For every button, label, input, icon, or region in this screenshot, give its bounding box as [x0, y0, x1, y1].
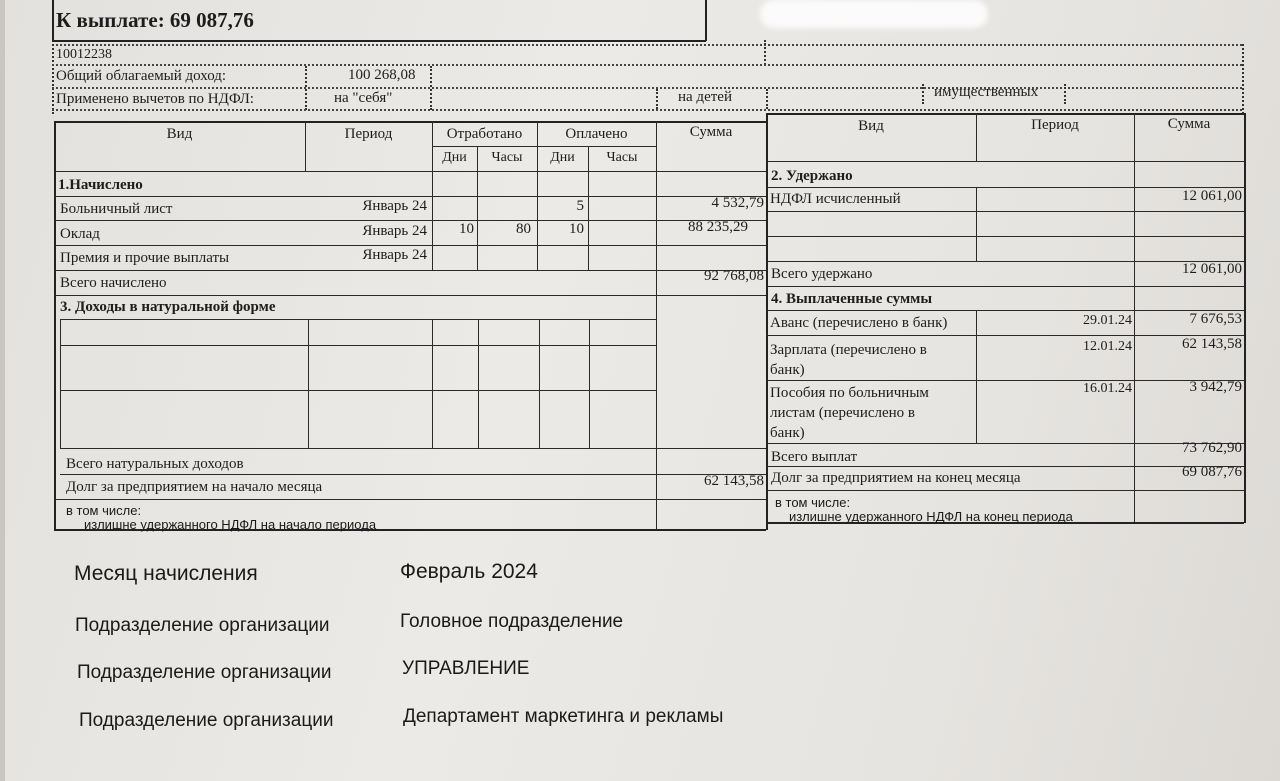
- division-label-3: Подразделение организации: [79, 710, 334, 731]
- row2-worked-hours: 80: [516, 221, 531, 237]
- right-table-right: [1244, 113, 1246, 523]
- debt-start-value: 62 143,58: [704, 473, 764, 489]
- grid-line: [60, 345, 656, 346]
- section3-title: 3. Доходы в натуральной форме: [60, 299, 276, 315]
- grid-line: [539, 319, 540, 449]
- division-label-2: Подразделение организации: [77, 662, 332, 683]
- grid-line: [60, 319, 61, 449]
- paid-row1-type: Аванс (перечислено в банк): [770, 315, 948, 331]
- grid-line: [766, 490, 1244, 491]
- dotted-row1: [52, 64, 1242, 66]
- grid-line: [432, 319, 433, 449]
- right-table-top: [766, 113, 1244, 115]
- table-divider: [766, 113, 768, 530]
- header-box-right: [705, 0, 707, 41]
- section2-title: 2. Удержано: [771, 168, 853, 184]
- paid-row3-sum: 3 942,79: [1189, 379, 1242, 395]
- debt-end-value: 69 087,76: [1182, 464, 1242, 480]
- paid-row1-date: 29.01.24: [1083, 313, 1132, 328]
- total-natural-label: Всего натуральных доходов: [66, 456, 244, 472]
- grid-line: [656, 121, 657, 529]
- dotted-separator: [52, 44, 1242, 46]
- row1-type: Больничный лист: [60, 201, 173, 217]
- paid-row3-type-line2: листам (перечислено в: [770, 405, 916, 421]
- division-value-3: Департамент маркетинга и рекламы: [403, 706, 724, 727]
- total-accrued-value: 92 768,08: [704, 268, 764, 284]
- withheld-row1-type: НДФЛ исчисленный: [770, 191, 901, 207]
- col-worked-days: Дни: [442, 150, 467, 165]
- grid-line: [766, 286, 1244, 287]
- row3-period: Январь 24: [362, 247, 427, 263]
- grid-line: [54, 171, 766, 172]
- deduction-children: на детей: [678, 89, 732, 105]
- dotted-col5: [922, 84, 924, 104]
- including-start: в том числе:: [66, 503, 142, 518]
- paid-row2-sum: 62 143,58: [1182, 336, 1242, 352]
- grid-line: [60, 319, 656, 320]
- withheld-row1-sum: 12 061,00: [1182, 188, 1242, 204]
- dotted-row3: [52, 109, 1242, 111]
- paid-row2-type-line2: банк): [770, 362, 805, 378]
- row2-worked-days: 10: [459, 221, 474, 237]
- deductions-label: Применено вычетов по НДФЛ:: [56, 91, 254, 107]
- row2-paid-days: 10: [569, 221, 584, 237]
- left-table-top: [54, 121, 766, 123]
- debt-start-label: Долг за предприятием на начало месяца: [66, 479, 323, 495]
- col-period: Период: [344, 126, 393, 142]
- paid-row3-date: 16.01.24: [1083, 381, 1132, 396]
- row1-period: Январь 24: [362, 198, 427, 214]
- section1-title: 1.Начислено: [58, 177, 143, 193]
- section4-title: 4. Выплаченные суммы: [771, 291, 933, 307]
- dotted-col3: [656, 89, 658, 109]
- col-type: Вид: [166, 126, 193, 142]
- row1-paid-days: 5: [576, 198, 584, 214]
- dotted-col6: [1064, 84, 1066, 104]
- deduction-property: имущественных: [934, 84, 1039, 100]
- paper-edge: [0, 0, 5, 781]
- taxable-income-label: Общий облагаемый доход:: [56, 68, 227, 84]
- left-table-left: [54, 121, 56, 530]
- row1-sum: 4 532,79: [711, 195, 764, 211]
- debt-end-label: Долг за предприятием на конец месяца: [771, 470, 1021, 486]
- division-value-2: УПРАВЛЕНИЕ: [402, 658, 530, 679]
- paid-row2-date: 12.01.24: [1083, 339, 1132, 354]
- including-end: в том числе:: [775, 495, 851, 510]
- row3-type: Премия и прочие выплаты: [60, 250, 230, 266]
- row2-period: Январь 24: [362, 223, 427, 239]
- grid-line: [976, 310, 977, 443]
- right-col-sum: Сумма: [1167, 116, 1211, 132]
- col-paid-hours: Часы: [606, 150, 638, 165]
- division-value-1: Головное подразделение: [400, 611, 624, 632]
- redacted-area: [760, 0, 988, 28]
- col-paid: Оплачено: [565, 126, 628, 142]
- dotted-right: [1242, 44, 1244, 114]
- grid-line: [54, 295, 766, 296]
- grid-line: [766, 236, 1244, 237]
- excess-end-label: излишне удержанного НДФЛ на конец периода: [789, 509, 1073, 524]
- paid-row3-type-line3: банк): [770, 425, 805, 441]
- grid-line: [54, 245, 766, 246]
- grid-line: [54, 499, 766, 500]
- grid-line: [54, 220, 766, 221]
- paid-row3-type-line1: Пособия по больничным: [770, 385, 929, 401]
- accrual-month-value: Февраль 2024: [400, 560, 538, 583]
- taxable-income-value: 100 268,08: [348, 67, 416, 83]
- row2-type: Оклад: [60, 226, 100, 242]
- total-paid-label: Всего выплат: [771, 449, 858, 465]
- header-box-left: [52, 0, 54, 41]
- excess-start-label: излишне удержанного НДФЛ на начало периода: [84, 517, 377, 532]
- row2-sum: 88 235,29: [688, 219, 748, 235]
- col-worked: Отработано: [446, 126, 523, 142]
- grid-line: [478, 319, 479, 449]
- grid-line: [60, 448, 766, 449]
- grid-line: [60, 390, 656, 391]
- paid-row1-sum: 7 676,53: [1189, 311, 1242, 327]
- total-withheld-value: 12 061,00: [1182, 261, 1242, 277]
- dotted-mid: [764, 40, 766, 65]
- grid-line: [766, 161, 1244, 162]
- right-col-type: Вид: [858, 118, 884, 134]
- total-withheld-label: Всего удержано: [771, 266, 873, 282]
- grid-line: [308, 319, 309, 449]
- col-sum: Сумма: [689, 124, 733, 140]
- grid-line: [589, 319, 590, 449]
- grid-line: [432, 146, 656, 147]
- col-paid-days: Дни: [550, 150, 575, 165]
- total-accrued-label: Всего начислено: [60, 275, 167, 291]
- right-col-period: Период: [1031, 117, 1079, 133]
- division-label-1: Подразделение организации: [75, 615, 330, 636]
- total-paid-value: 73 762,90: [1182, 440, 1242, 456]
- accrual-month-label: Месяц начисления: [74, 562, 258, 585]
- grid-line: [976, 187, 977, 262]
- col-worked-hours: Часы: [491, 150, 523, 165]
- paid-row2-type-line1: Зарплата (перечислено в: [770, 342, 927, 358]
- employee-id: 10012238: [56, 47, 112, 62]
- dotted-left: [52, 44, 54, 114]
- payout-title: К выплате: 69 087,76: [56, 8, 254, 32]
- deduction-self: на "себя": [334, 90, 393, 106]
- grid-line: [766, 211, 1244, 212]
- header-box-bottom: [52, 40, 706, 42]
- dotted-col4: [766, 89, 768, 109]
